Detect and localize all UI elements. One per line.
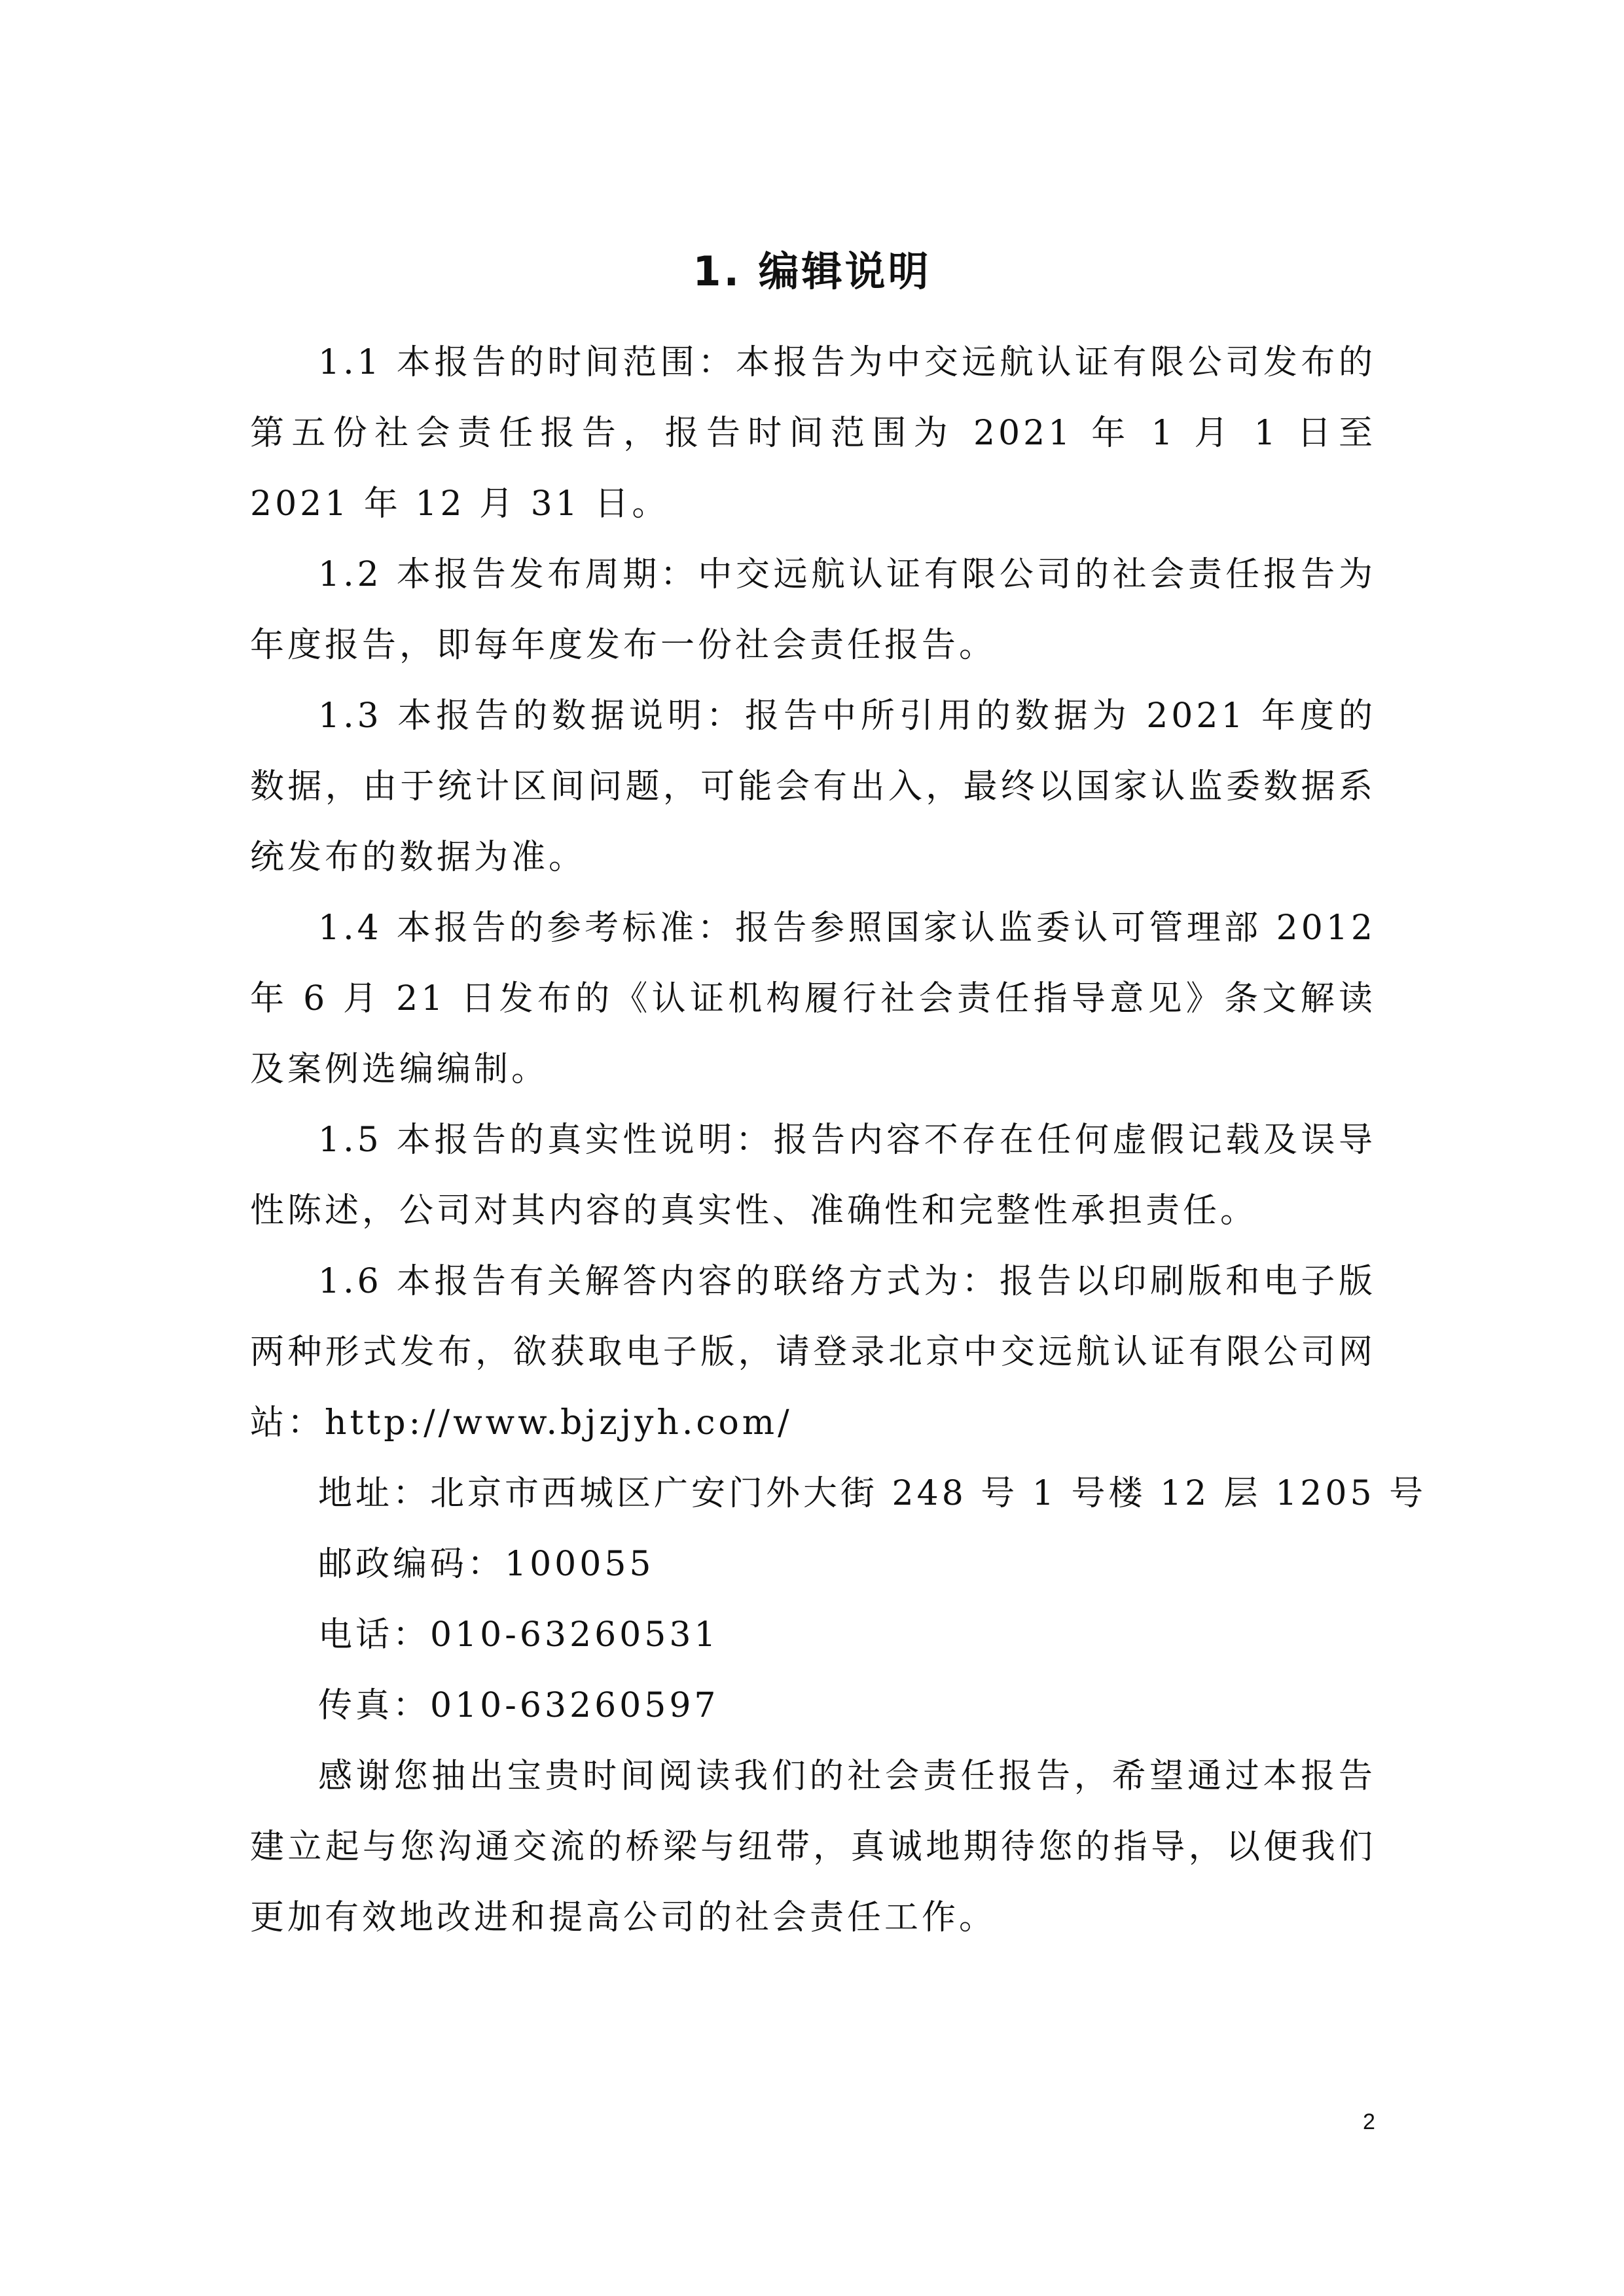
document-body [250, 327, 1427, 1953]
contact-postcode: 邮政编码：100055 [318, 1545, 655, 1584]
paragraph-time-range: 1.1 本报告的时间范围：本报告为中交远航认证有限公司发布的第五份社会责任报告，报告时间范围为 2021 年 1 月 1 日至 2021 年 12 月 31 日。 [250, 343, 1376, 524]
section-title: 1. 编辑说明 [693, 247, 931, 295]
paragraph-data-notes: 1.3 本报告的数据说明：报告中所引用的数据为 2021 年度的数据，由于统计区间问题，可能会有出入，最终以国家认监委数据系统发布的数据为准。 [250, 696, 1376, 877]
contact-address: 地址：北京市西城区广安门外大街 248 号 1 号楼 12 层 1205 号 [318, 1474, 1427, 1513]
paragraph-contact-info: 1.6 本报告有关解答内容的联络方式为：报告以印刷版和电子版两种形式发布，欲获取电子版，请登录北京中交远航认证有限公司网站：http://www.bjzjyh.com/ [250, 1262, 1376, 1443]
page-number: 2 [1363, 2109, 1375, 2134]
contact-fax: 传真：010-63260597 [318, 1686, 719, 1725]
paragraph-publish-cycle: 1.2 本报告发布周期：中交远航认证有限公司的社会责任报告为年度报告，即每年度发布一份社会责任报告。 [250, 555, 1376, 665]
contact-phone: 电话：010-63260531 [318, 1615, 719, 1655]
closing-paragraph: 感谢您抽出宝贵时间阅读我们的社会责任报告，希望通过本报告建立起与您沟通交流的桥梁与纽带，真诚地期待您的指导，以便我们更加有效地改进和提高公司的社会责任工作。 [250, 1757, 1376, 1937]
paragraph-authenticity: 1.5 本报告的真实性说明：报告内容不存在任何虚假记载及误导性陈述，公司对其内容的真实性、准确性和完整性承担责任。 [250, 1121, 1376, 1230]
paragraph-reference-standard: 1.4 本报告的参考标准：报告参照国家认监委认可管理部 2012 年 6 月 21 日发布的《认证机构履行社会责任指导意见》条文解读及案例选编编制。 [250, 908, 1376, 1089]
